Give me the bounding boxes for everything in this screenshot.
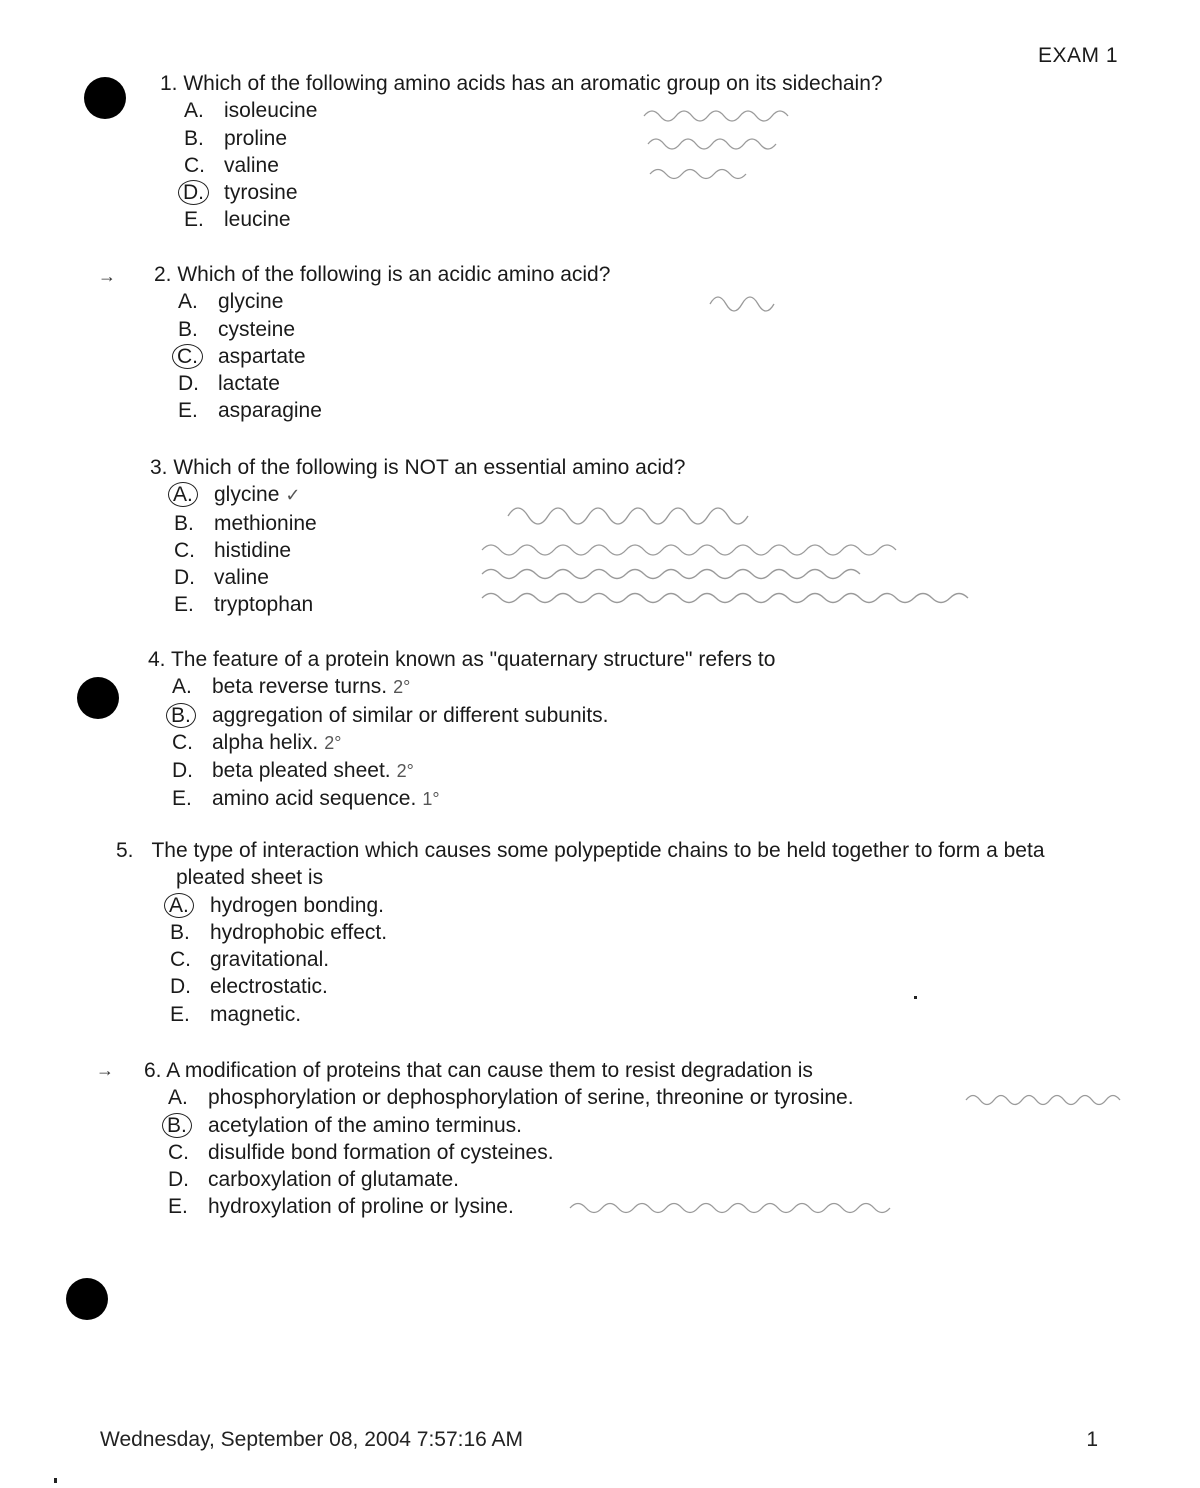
handwritten-scribble — [962, 1088, 1122, 1112]
handwritten-scribble — [566, 1196, 896, 1220]
option-b — [146, 919, 1106, 946]
question-4 — [148, 646, 775, 814]
option-letter: B. — [170, 920, 190, 944]
option-text: lactate — [218, 372, 280, 396]
option-letter: B. — [174, 511, 194, 535]
question-text: The type of interaction which causes some polypeptide chains to be held together to form a beta pleated sheet is — [151, 839, 1045, 890]
option-d — [154, 370, 610, 397]
option-text: valine — [224, 153, 279, 177]
question-number: 2. — [154, 263, 172, 286]
exam-label: EXAM 1 — [1037, 44, 1118, 67]
option-text: alpha helix. — [212, 730, 319, 754]
option-text: disulfide bond formation of cysteines. — [208, 1140, 554, 1164]
circled-option-letter: D. — [178, 180, 209, 205]
option-text: acetylation of the amino terminus. — [208, 1113, 522, 1137]
option-letter: C. — [170, 948, 191, 972]
option-text: valine — [214, 566, 269, 590]
option-c — [146, 946, 1106, 973]
option-text: asparagine — [218, 399, 322, 423]
option-text: histidine — [214, 538, 292, 562]
option-text: aggregation of similar or different subunits. — [212, 703, 609, 727]
stray-mark — [914, 996, 917, 999]
option-letter: D. — [174, 566, 195, 590]
arrow-mark: → — [96, 1060, 114, 1080]
question-number: 3. — [150, 456, 168, 479]
circled-option-letter: A. — [164, 893, 194, 918]
circled-option-letter: A. — [168, 482, 198, 507]
question-text: A modification of proteins that can cause them to resist degradation is — [166, 1059, 813, 1082]
option-text: leucine — [224, 208, 291, 232]
question-stem — [160, 70, 883, 97]
print-timestamp: Wednesday, September 08, 2004 7:57:16 AM — [100, 1428, 524, 1451]
option-d — [148, 757, 775, 785]
option-text: methionine — [214, 511, 317, 535]
option-letter: A. — [168, 1086, 188, 1110]
option-text: carboxylation of glutamate. — [208, 1168, 459, 1192]
option-letter: C. — [168, 1140, 189, 1164]
handwritten-note: 2° — [324, 732, 342, 753]
option-e — [148, 785, 775, 813]
handwritten-scribble — [706, 286, 782, 320]
question-stem — [150, 454, 685, 481]
option-e — [160, 206, 883, 233]
option-letter: D. — [178, 372, 199, 396]
option-text: proline — [224, 126, 288, 150]
option-letter: A. — [184, 99, 204, 123]
circled-option-letter: B. — [162, 1113, 192, 1138]
handwritten-note: 1° — [422, 789, 440, 810]
circled-option-letter: C. — [172, 344, 203, 369]
question-stem — [144, 1057, 854, 1084]
question-stem — [154, 261, 610, 288]
handwritten-note: 2° — [393, 677, 411, 698]
option-b — [144, 1112, 854, 1139]
option-a — [154, 288, 610, 315]
option-letter: A. — [172, 675, 192, 699]
handwritten-scribble — [478, 494, 998, 614]
option-a — [146, 892, 1106, 919]
option-c — [144, 1139, 854, 1166]
option-text: hydrogen bonding. — [210, 893, 384, 917]
option-a — [148, 673, 775, 701]
option-letter: C. — [184, 153, 205, 177]
question-text: Which of the following amino acids has an aromatic group on its sidechain? — [183, 72, 883, 95]
option-list — [154, 288, 610, 424]
option-letter: E. — [178, 399, 198, 423]
option-text: cysteine — [218, 317, 296, 341]
question-text: Which of the following is NOT an essential amino acid? — [173, 456, 686, 479]
option-list — [146, 892, 1106, 1028]
punch-hole-middle — [77, 677, 119, 719]
option-text: isoleucine — [224, 99, 318, 123]
option-d — [146, 973, 1106, 1000]
question-number: 4. — [148, 648, 166, 671]
option-letter: E. — [168, 1195, 188, 1219]
option-b — [154, 316, 610, 343]
question-text: Which of the following is an acidic amino acid? — [177, 263, 611, 286]
option-text: aspartate — [218, 344, 306, 368]
question-stem — [148, 646, 775, 673]
circled-option-letter: B. — [166, 703, 196, 728]
option-letter: D. — [170, 975, 191, 999]
option-letter: E. — [172, 787, 192, 811]
check-mark: ✓ — [285, 485, 301, 506]
option-letter: B. — [184, 126, 204, 150]
option-text: hydrophobic effect. — [210, 920, 388, 944]
option-letter: C. — [172, 730, 193, 754]
option-letter: E. — [170, 1002, 190, 1026]
question-number: 6. — [144, 1059, 162, 1082]
option-text: tyrosine — [224, 181, 298, 205]
option-letter: C. — [174, 538, 195, 562]
option-letter: D. — [172, 759, 193, 783]
punch-hole-top — [84, 77, 126, 119]
option-text: gravitational. — [210, 948, 330, 972]
option-e — [154, 397, 610, 424]
handwritten-note: 2° — [396, 761, 414, 782]
option-text: phosphorylation or dephosphorylation of serine, threonine or tyrosine. — [208, 1086, 854, 1110]
punch-hole-bottom — [66, 1278, 108, 1320]
option-c — [154, 343, 610, 370]
option-letter: B. — [178, 317, 198, 341]
option-letter: E. — [184, 208, 204, 232]
option-text: beta reverse turns. — [212, 675, 388, 699]
option-list — [148, 673, 775, 813]
page-number: 1 — [1086, 1428, 1098, 1451]
question-number: 1. — [160, 72, 178, 95]
option-letter: A. — [178, 290, 198, 314]
option-text: glycine — [214, 483, 280, 507]
question-5 — [116, 837, 1106, 1028]
option-e — [146, 1001, 1106, 1028]
question-text: The feature of a protein known as "quaternary structure" refers to — [170, 648, 776, 671]
option-a — [144, 1084, 854, 1111]
option-text: electrostatic. — [210, 975, 328, 999]
option-text: amino acid sequence. — [212, 787, 417, 811]
option-text: glycine — [218, 290, 284, 314]
option-c — [148, 729, 775, 757]
option-text: tryptophan — [214, 593, 314, 617]
option-d — [144, 1166, 854, 1193]
arrow-mark: → — [98, 266, 116, 286]
option-letter: E. — [174, 593, 194, 617]
option-text: beta pleated sheet. — [212, 759, 391, 783]
option-letter: D. — [168, 1168, 189, 1192]
question-2 — [154, 261, 610, 425]
question-stem: 5. The type of interaction which causes some polypeptide chains to be held together to form a beta pleated sheet is — [116, 839, 1045, 890]
option-text: hydroxylation of proline or lysine. — [208, 1195, 514, 1219]
option-b — [148, 702, 775, 729]
option-text: magnetic. — [210, 1002, 302, 1026]
handwritten-scribble — [640, 100, 840, 195]
stray-mark — [54, 1478, 57, 1483]
